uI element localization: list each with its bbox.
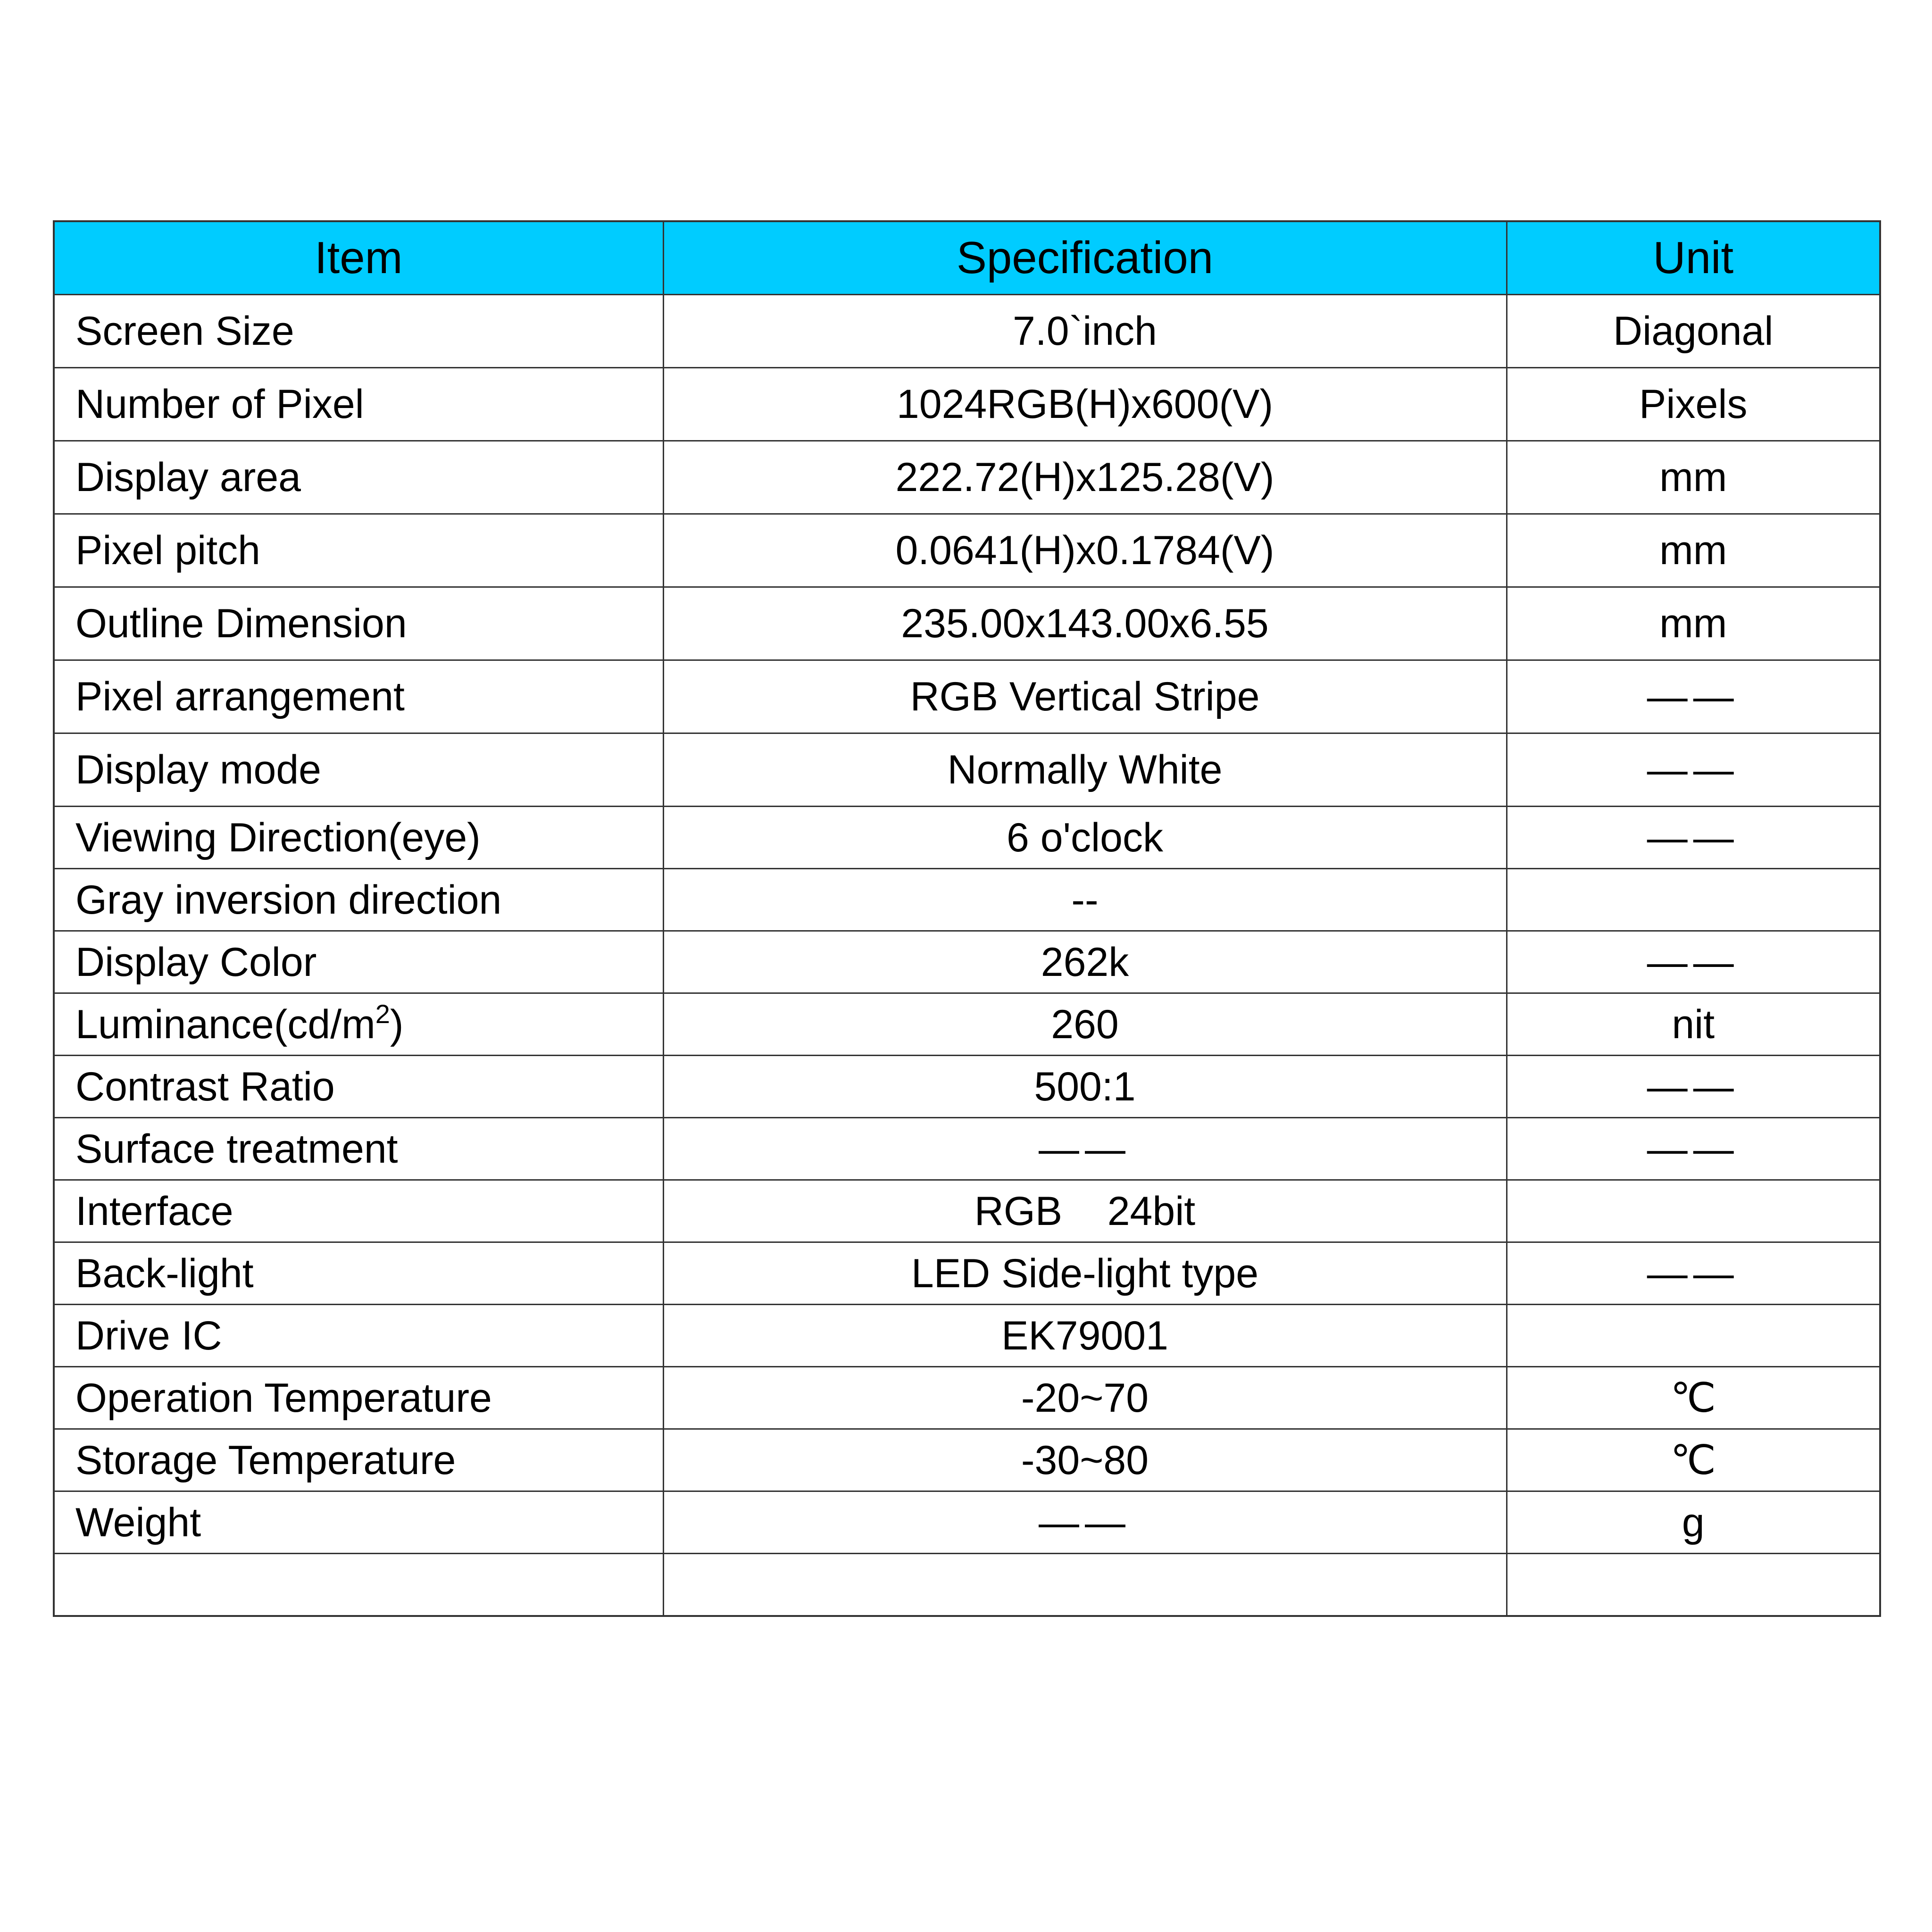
item-cell: Outline Dimension — [54, 587, 663, 660]
spec-cell: 222.72(H)x125.28(V) — [663, 441, 1507, 514]
table-row — [54, 660, 1880, 733]
table-row — [54, 1056, 1880, 1118]
spec-cell: —— — [663, 1118, 1507, 1180]
table-row — [54, 295, 1880, 368]
item-cell: Weight — [54, 1491, 663, 1554]
table-row — [54, 1180, 1880, 1242]
item-cell — [54, 1554, 663, 1616]
unit-cell: Diagonal — [1507, 295, 1880, 368]
luminance-label: Luminance(cd/m — [75, 1001, 375, 1047]
spec-cell: -- — [663, 869, 1507, 931]
header-unit: Unit — [1507, 221, 1880, 295]
spec-cell: 262k — [663, 931, 1507, 993]
item-cell: Operation Temperature — [54, 1367, 663, 1429]
unit-cell — [1507, 1180, 1880, 1242]
item-cell: Contrast Ratio — [54, 1056, 663, 1118]
spec-cell: 260 — [663, 993, 1507, 1056]
unit-cell — [1507, 1305, 1880, 1367]
unit-cell — [1507, 1554, 1880, 1616]
spec-cell: -20~70 — [663, 1367, 1507, 1429]
unit-cell: —— — [1507, 931, 1880, 993]
item-cell: Storage Temperature — [54, 1429, 663, 1491]
unit-cell: mm — [1507, 441, 1880, 514]
table-row — [54, 368, 1880, 441]
unit-cell: nit — [1507, 993, 1880, 1056]
spec-cell: LED Side-light type — [663, 1242, 1507, 1305]
item-cell: Drive IC — [54, 1305, 663, 1367]
unit-cell: Pixels — [1507, 368, 1880, 441]
table-row — [54, 587, 1880, 660]
unit-cell: —— — [1507, 1118, 1880, 1180]
unit-cell: ℃ — [1507, 1429, 1880, 1491]
table-row — [54, 931, 1880, 993]
spec-cell: 1024RGB(H)x600(V) — [663, 368, 1507, 441]
table-row — [54, 807, 1880, 869]
item-cell: Viewing Direction(eye) — [54, 807, 663, 869]
superscript-2: 2 — [375, 999, 390, 1029]
header-row — [54, 221, 1880, 295]
item-cell — [54, 993, 663, 1056]
item-cell: Display mode — [54, 733, 663, 807]
item-cell: Pixel arrangement — [54, 660, 663, 733]
luminance-label-suffix: ) — [390, 1001, 404, 1047]
table-row — [54, 869, 1880, 931]
item-cell: Back-light — [54, 1242, 663, 1305]
item-cell: Display Color — [54, 931, 663, 993]
table-row — [54, 1118, 1880, 1180]
table-row — [54, 1554, 1880, 1616]
item-cell: Pixel pitch — [54, 514, 663, 587]
table-row — [54, 733, 1880, 807]
item-cell: Number of Pixel — [54, 368, 663, 441]
table-row — [54, 1429, 1880, 1491]
spec-cell: EK79001 — [663, 1305, 1507, 1367]
spec-cell: RGB Vertical Stripe — [663, 660, 1507, 733]
spec-cell: RGB 24bit — [663, 1180, 1507, 1242]
unit-cell: mm — [1507, 514, 1880, 587]
unit-cell: —— — [1507, 733, 1880, 807]
spec-cell: 6 o'clock — [663, 807, 1507, 869]
specification-table — [53, 220, 1881, 1617]
table-row — [54, 1367, 1880, 1429]
spec-cell: 235.00x143.00x6.55 — [663, 587, 1507, 660]
spec-cell: 0.0641(H)x0.1784(V) — [663, 514, 1507, 587]
header-specification: Specification — [663, 221, 1507, 295]
unit-cell: —— — [1507, 660, 1880, 733]
unit-cell: —— — [1507, 807, 1880, 869]
table-row — [54, 1305, 1880, 1367]
item-cell: Gray inversion direction — [54, 869, 663, 931]
unit-cell: —— — [1507, 1056, 1880, 1118]
spec-cell: -30~80 — [663, 1429, 1507, 1491]
unit-cell: ℃ — [1507, 1367, 1880, 1429]
header-item: Item — [54, 221, 663, 295]
table-row — [54, 514, 1880, 587]
spec-cell: —— — [663, 1491, 1507, 1554]
unit-cell — [1507, 869, 1880, 931]
spec-cell: 500:1 — [663, 1056, 1507, 1118]
spec-cell: Normally White — [663, 733, 1507, 807]
spec-cell: 7.0`inch — [663, 295, 1507, 368]
item-cell: Interface — [54, 1180, 663, 1242]
table-row — [54, 993, 1880, 1056]
unit-cell: —— — [1507, 1242, 1880, 1305]
spec-cell — [663, 1554, 1507, 1616]
unit-cell: mm — [1507, 587, 1880, 660]
item-cell: Screen Size — [54, 295, 663, 368]
item-cell: Surface treatment — [54, 1118, 663, 1180]
item-cell: Display area — [54, 441, 663, 514]
table-row — [54, 441, 1880, 514]
unit-cell: g — [1507, 1491, 1880, 1554]
table-body — [54, 295, 1880, 1616]
table-row — [54, 1491, 1880, 1554]
table-header — [54, 221, 1880, 295]
table-row — [54, 1242, 1880, 1305]
